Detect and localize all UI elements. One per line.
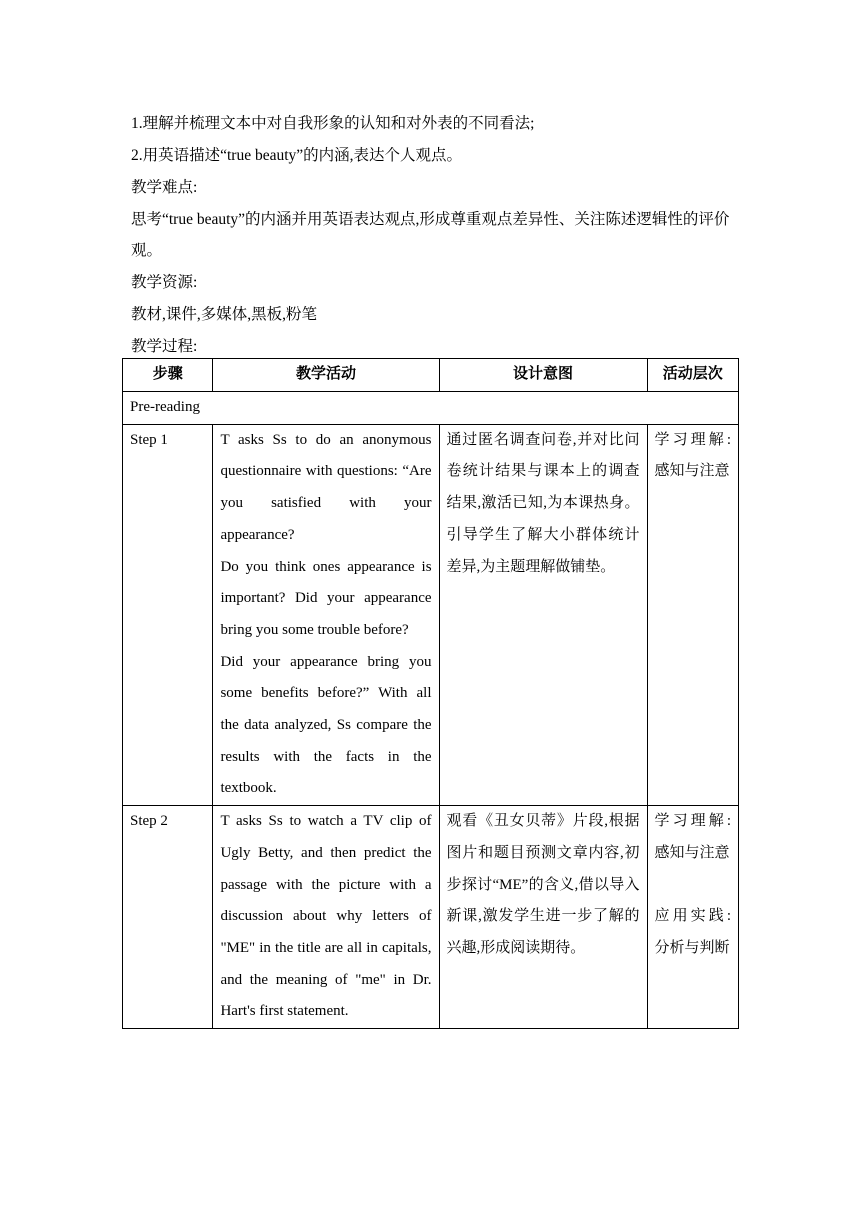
activity-cell: [213, 424, 439, 805]
difficulty-heading: 教学难点:: [131, 179, 198, 196]
activity-cell: [213, 806, 439, 1029]
lesson-process-table: [122, 358, 739, 1029]
header-step: 步骤: [123, 359, 213, 392]
header-level: 活动层次: [647, 359, 738, 392]
table-row: [123, 424, 739, 805]
table-row: [123, 806, 739, 1029]
level-spacer: [655, 870, 731, 902]
objective-1: 1.理解并梳理文本中对自我形象的认知和对外表的不同看法;: [131, 115, 535, 132]
resources-heading: 教学资源:: [131, 274, 198, 291]
activity-paragraph: Do you think ones appearance is important? Did your appearance bring you some trouble before?: [220, 558, 432, 638]
difficulty-text: 思考“true beauty”的内涵并用英语表达观点,形成尊重观点差异性、关注陈述逻辑性的评价观。: [131, 211, 730, 259]
level-text: 学习理解:感知与注意: [654, 431, 731, 480]
step-cell: Step 1: [123, 424, 213, 805]
intent-cell: 观看《丑女贝蒂》片段,根据图片和题目预测文章内容,初步探讨“ME”的含义,借以导入新课,激发学生进一步了解的兴趣,形成阅读期待。: [439, 806, 647, 1029]
objective-2: 2.用英语描述“true beauty”的内涵,表达个人观点。: [131, 147, 463, 164]
activity-paragraph: T asks Ss to do an anonymous questionnaire with questions: “Are you satisfied with your appearance?: [220, 431, 432, 543]
level-cell: [647, 806, 738, 1029]
intent-cell: 通过匿名调查问卷,并对比问卷统计结果与课本上的调查结果,激活已知,为本课热身。引导学生了解大小群体统计差异,为主题理解做铺垫。: [439, 424, 647, 805]
level-text: 学习理解:感知与注意: [654, 813, 731, 861]
level-text: 应用实践:分析与判断: [654, 908, 731, 956]
section-label: Pre-reading: [123, 392, 739, 425]
activity-paragraph: Did your appearance bring you some benefits before?” With all the data analyzed, Ss compare the results with the facts in the textbook.: [220, 653, 432, 797]
header-intent: 设计意图: [439, 359, 647, 392]
level-cell: [647, 424, 738, 805]
process-heading: 教学过程:: [131, 338, 198, 355]
activity-paragraph: T asks Ss to watch a TV clip of Ugly Betty, and then predict the passage with the picture with a discussion about why letters of "ME" in the title are all in capitals, and the meaning of "me" in Dr. Hart's first statement.: [220, 813, 432, 1020]
step-cell: Step 2: [123, 806, 213, 1029]
header-activity: 教学活动: [213, 359, 439, 392]
section-row: [123, 392, 739, 425]
table-header-row: [123, 359, 739, 392]
resources-text: 教材,课件,多媒体,黑板,粉笔: [131, 306, 318, 323]
